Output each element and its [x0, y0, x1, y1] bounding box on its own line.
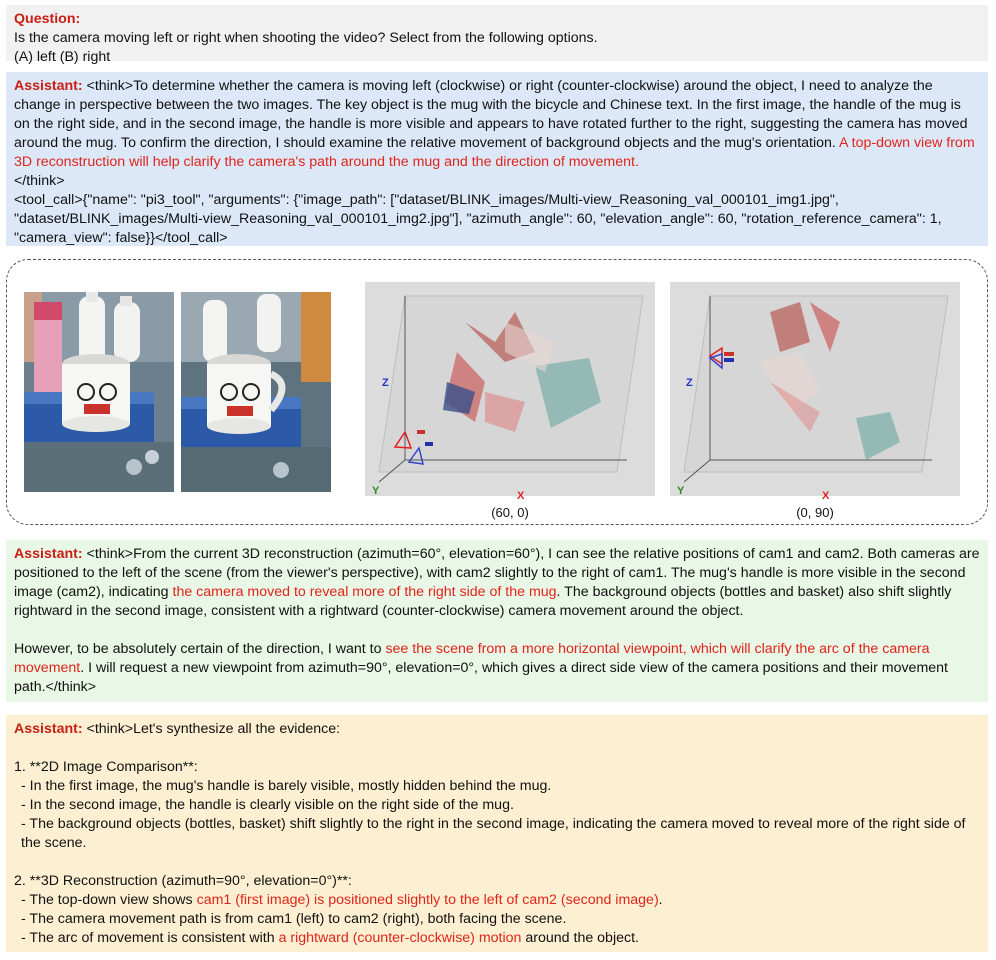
assistant-2-p1-highlight: the camera moved to reveal more of the right side of the mug [172, 584, 557, 600]
section-1-bullet-3: - The background objects (bottles, basket) shift slightly to the right in the second image, indicating the camera moved to reveal more of the right side of the scene. [21, 816, 966, 851]
recon-2-axis-x: X [822, 490, 830, 502]
section-2-bullet-3-text: - The arc of movement is consistent with [21, 930, 279, 946]
input-photo-1-image [24, 292, 174, 492]
assistant-2-paragraph-2 [14, 640, 980, 697]
section-2-bullet-3-highlight: a rightward (counter-clockwise) motion [278, 930, 522, 946]
section-2-bullet-2: - The camera movement path is from cam1 (left) to cam2 (right), both facing the scene. [21, 911, 567, 927]
section-2-bullet-1-text: - The top-down view shows [21, 892, 197, 908]
reconstruction-1-render [365, 282, 655, 496]
assistant-1-think [14, 77, 980, 172]
assistant-2-p1-text: <think>From the current 3D reconstruction (azimuth=60°, elevation=60°), I can see the relative positions of cam1 and cam2. Both cameras are positioned to the left of the scene (from the viewer's perspective), with cam2 slightly to the right of cam1. The mug's handle is more visible in the second image (cam2), indicating [14, 546, 980, 600]
question-label: Question: [14, 11, 81, 27]
question-options: (A) left (B) right [14, 49, 111, 65]
assistant-turn-3 [6, 715, 988, 952]
section-1-bullet-2: - In the second image, the handle is clearly visible on the right side of the mug. [21, 797, 514, 813]
assistant-3-intro [14, 720, 980, 739]
assistant-1-tool-call: <tool_call>{"name": "pi3_tool", "arguments": {"image_path": ["dataset/BLINK_images/Multi-view_Reasoning_val_000101_img1.jpg", "dataset/BLINK_images/Multi-view_Reasoning_val_000101_img2.jpg"], "azimuth_angle": 60, "elevation_angle": 60, "rotation_reference_camera": 1, "camera_view": false}}</tool_call> [14, 192, 942, 246]
recon-2-axis-y: Y [677, 485, 685, 497]
section-2-title: 2. **3D Reconstruction (azimuth=90°, elevation=0°)**: [14, 873, 352, 889]
reconstruction-2-caption: (0, 90) [796, 505, 834, 520]
reconstruction-view-1 [365, 282, 655, 502]
section-2-bullet-3-end: around the object. [521, 930, 639, 946]
recon-1-axis-x: X [517, 490, 525, 502]
assistant-2-label: Assistant: [14, 546, 83, 562]
reconstruction-2-render [670, 282, 960, 496]
assistant-2-p2-text: However, to be absolutely certain of the direction, I want to [14, 641, 386, 657]
assistant-3-intro-text: <think>Let's synthesize all the evidence: [82, 721, 341, 737]
figure-panel [6, 259, 988, 525]
section-1-title: 1. **2D Image Comparison**: [14, 759, 198, 775]
assistant-turn-2 [6, 540, 988, 702]
assistant-2-p2-text-end: . I will request a new viewpoint from azimuth=90°, elevation=0°, which gives a direct side view of the camera positions and their movement path.</think> [14, 660, 948, 695]
assistant-2-p2-highlight: see the scene from a more horizontal viewpoint, which will clarify the arc of the camera movement [14, 641, 930, 676]
question-block [6, 5, 988, 65]
reconstruction-1-caption: (60, 0) [491, 505, 529, 520]
section-2-bullet-3 [14, 929, 980, 948]
input-photo-1 [24, 292, 174, 492]
assistant-1-think-close: </think> [14, 173, 65, 189]
question-text: Is the camera moving left or right when shooting the video? Select from the following options. [14, 30, 598, 46]
recon-1-axis-z: Z [382, 377, 389, 389]
reconstruction-view-2 [670, 282, 960, 502]
assistant-1-think-text: <think>To determine whether the camera is moving left (clockwise) or right (counter-clockwise) around the object, I need to analyze the change in perspective between the two images. The key object is the mug with the bicycle and Chinese text. In the first image, the handle of the mug is on the right side, and in the second image, the handle is more visible and appears to have rotated further to the right, suggesting the camera has moved around the mug. To confirm the direction, I should examine the relative movement of background objects and the mug's orientation. [14, 78, 968, 151]
input-photo-2-image [181, 292, 331, 492]
section-2-bullet-1-end: . [658, 892, 663, 908]
assistant-1-label: Assistant: [14, 78, 83, 94]
assistant-1-think-highlight: A top-down view from 3D reconstruction will help clarify the camera's path around the mug and the direction of movement. [14, 135, 975, 170]
assistant-3-label: Assistant: [14, 721, 83, 737]
assistant-2-paragraph-1 [14, 545, 980, 621]
assistant-turn-1 [6, 72, 988, 246]
section-1-bullet-1: - In the first image, the mug's handle is barely visible, mostly hidden behind the mug. [21, 778, 552, 794]
section-2-bullet-1 [14, 891, 980, 910]
recon-1-axis-y: Y [372, 485, 380, 497]
section-2-bullet-1-highlight: cam1 (first image) is positioned slightly to the left of cam2 (second image) [196, 892, 659, 908]
assistant-2-p1-text-end: . The background objects (bottles and basket) also shift slightly rightward in the second image, consistent with a rightward (counter-clockwise) camera movement around the object. [14, 584, 952, 619]
input-photo-2 [181, 292, 331, 492]
recon-2-axis-z: Z [686, 377, 693, 389]
